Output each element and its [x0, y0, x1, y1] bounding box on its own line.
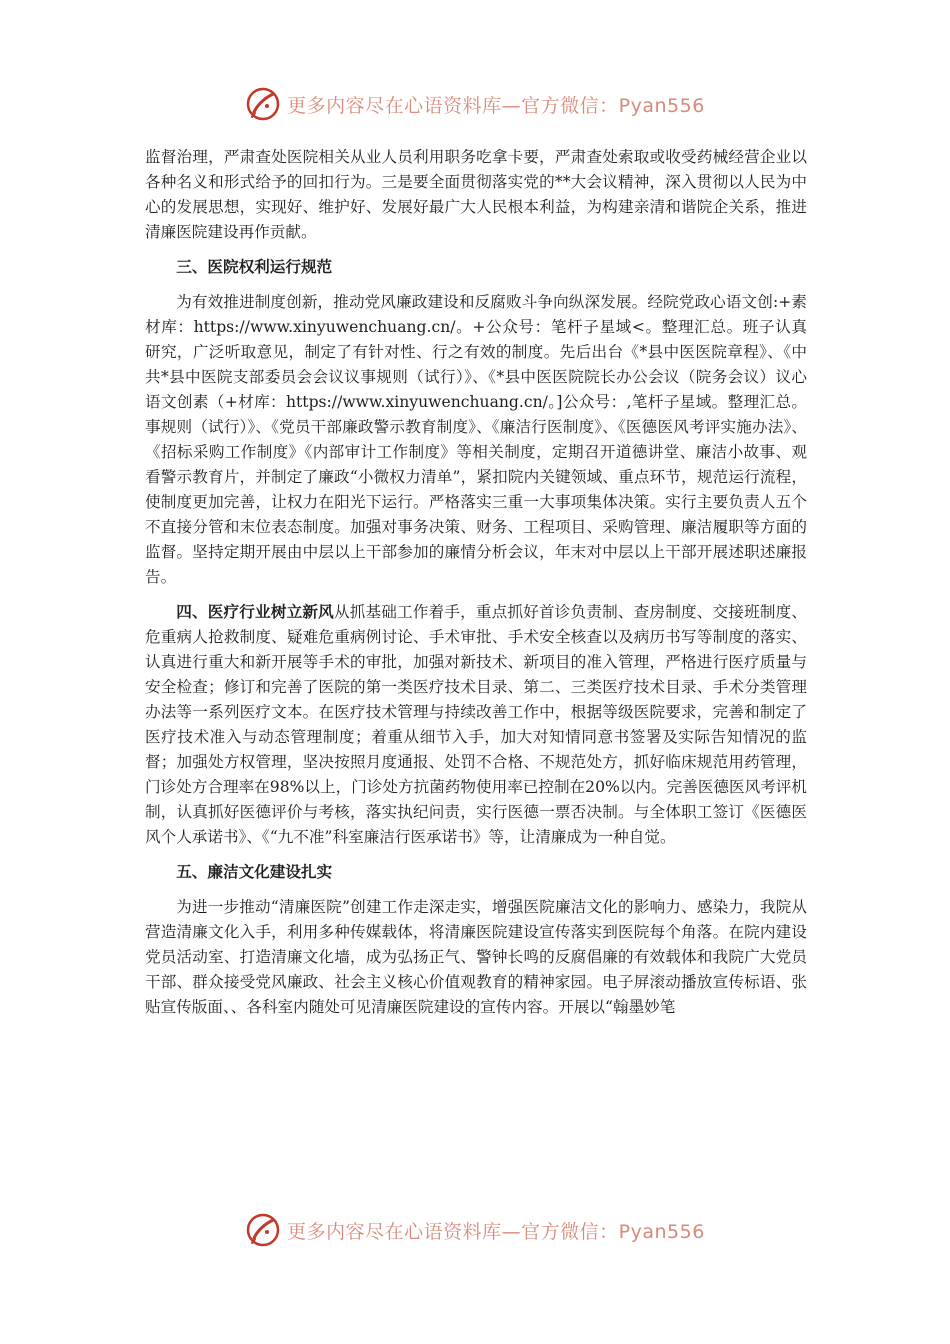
- brush-logo-icon: [245, 86, 281, 122]
- section-heading-5: 五、廉洁文化建设扎实: [176, 863, 333, 881]
- section-paragraph-3: 为有效推进制度创新，推动党风廉政建设和反腐败斗争向纵深发展。经院党政心语文创:+素材库：https://www.xinyuwenchuang.cn/。+公众号：笔杆子星域<。整理汇总。班子认真研究，广泛听取意见，制定了有针对性、行之有效的制度。先后出台《*县中医医院章程》、《中共*县中医院支部委员会会议议事规则（试行）》、《*县中医医院院长办公会议（院务会议）议心语文创素（+材库：https://www.xinyuwenchuang.cn/。]公众号：,笔杆子星域。整理汇总。事规则（试行）》、《党员干部廉政警示教育制度》、《廉洁行医制度》、《医德医风考评实施办法》、《招标采购工作制度》《内部审计工作制度》等相关制度，定期召开道德讲堂、廉洁小故事、观看警示教育片，并制定了廉政“小微权力清单”，紧扣院内关键领域、重点环节，规范运行流程，使制度更加完善，让权力在阳光下运行。严格落实三重一大事项集体决策。实行主要负责人五个不直接分管和末位表态制度。加强对事务决策、财务、工程项目、采购管理、廉洁履职等方面的监督。坚持定期开展由中层以上干部参加的廉情分析会议，年末对中层以上干部开展述职述廉报告。: [145, 293, 807, 586]
- section-paragraph-5: 为进一步推动“清廉医院”创建工作走深走实，增强医院廉洁文化的影响力、感染力，我院从营造清廉文化入手，利用多种传媒载体，将清廉医院建设宣传落实到医院每个角落。在院内建设党员活动室、打造清廉文化墙，成为弘扬正气、警钟长鸣的反腐倡廉的有效载体和我院广大党员干部、群众接受党风廉政、社会主义核心价值观教育的精神家园。电子屏滚动播放宣传标语、张贴宣传版面、、各科室内随处可见清廉医院建设的宣传内容。开展以“翰墨妙笔: [145, 898, 807, 1016]
- section-paragraph-4: [145, 600, 807, 850]
- section-heading-4: 四、医疗行业树立新风: [176, 603, 334, 621]
- footer-banner: [0, 1208, 950, 1252]
- brush-logo-icon: [245, 1212, 281, 1248]
- intro-paragraph: 监督治理，严肃查处医院相关从业人员利用职务吃拿卡要，严肃查处索取或收受药械经营企业以各种名义和形式给予的回扣行为。三是要全面贯彻落实党的**大会议精神，深入贯彻以人民为中心的发展思想，实现好、维护好、发展好最广大人民根本利益，为构建亲清和谐院企关系，推进清廉医院建设再作贡献。: [145, 148, 807, 241]
- section-heading-3: 三、医院权利运行规范: [176, 258, 333, 276]
- document-body: [145, 145, 807, 1020]
- header-banner: [0, 82, 950, 126]
- banner-text: 更多内容尽在心语资料库—官方微信：Pyan556: [287, 94, 705, 117]
- section-paragraph-4-text: 从抓基础工作着手，重点抓好首诊负责制、查房制度、交接班制度、危重病人抢救制度、疑难危重病例讨论、手术审批、手术安全核查以及病历书写等制度的落实、认真进行重大和新开展等手术的审批，加强对新技术、新项目的准入管理，严格进行医疗质量与安全检查；修订和完善了医院的第一类医疗技术目录、第二、三类医疗技术目录、手术分类管理办法等一系列医疗文本。在医疗技术管理与持续改善工作中，根据等级医院要求，完善和制定了医疗技术准入与动态管理制度；着重从细节入手，加大对知情同意书签署及实际告知情况的监督；加强处方权管理，坚决按照月度通报、处罚不合格、不规范处方，抓好临床规范用药管理，门诊处方合理率在98%以上，门诊处方抗菌药物使用率已控制在20%以内。完善医德医风考评机制，认真抓好医德评价与考核，落实执纪问责，实行医德一票否决制。与全体职工签订《医德医风个人承诺书》、《“九不准”科室廉洁行医承诺书》等，让清廉成为一种自觉。: [145, 603, 807, 846]
- banner-text: 更多内容尽在心语资料库—官方微信：Pyan556: [287, 1220, 705, 1243]
